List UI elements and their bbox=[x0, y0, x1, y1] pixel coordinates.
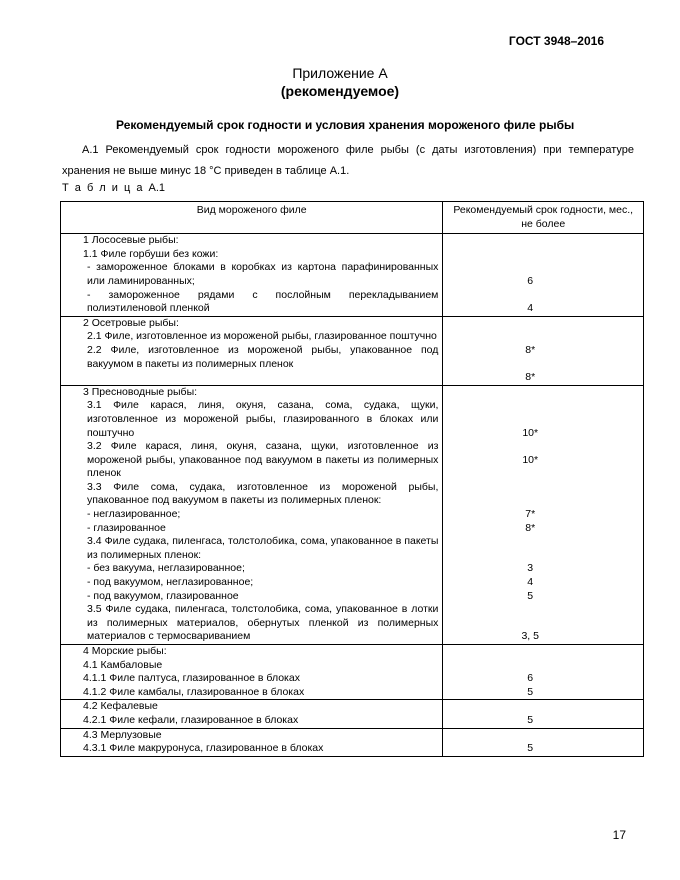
list-item: 4.1.1 Филе палтуса, глазированное в блоках bbox=[83, 672, 300, 685]
section-title: Рекомендуемый срок годности и условия хранения мороженого филе рыбы bbox=[116, 118, 575, 132]
list-item: 3 Пресноводные рыбы: bbox=[83, 385, 198, 398]
intro-paragraph-text: А.1 Рекомендуемый срок годности мороженого филе рыбы (с даты изготовления) при температуре хранения не выше минус 18 °С приведен в таблице А.1. bbox=[62, 144, 634, 177]
list-item: 4.1.2 Филе камбалы, глазированное в блоках bbox=[83, 685, 305, 698]
list-item: - без вакуума, неглазированное; bbox=[87, 562, 245, 575]
value-cell: 7* bbox=[525, 508, 536, 521]
value-cell: 6 bbox=[527, 672, 534, 685]
header-fillet-type: Вид мороженого филе bbox=[61, 202, 443, 234]
appendix-subtitle: (рекомендуемое) bbox=[280, 83, 400, 99]
row-values bbox=[443, 316, 644, 385]
row-values bbox=[443, 700, 644, 728]
value-cell: 5 bbox=[527, 742, 534, 755]
table-caption-label: Т а б л и ц а bbox=[62, 182, 144, 194]
value-cell: 10* bbox=[522, 453, 539, 466]
value-cell: 3 bbox=[527, 562, 534, 575]
list-item: 3.5 Филе судака, пиленгаса, толстолобика, сома, упакованное в лотки из полимерных материалов, обернутых пленкой из полимерных материалов с термосвариванием bbox=[87, 603, 439, 643]
value-cell: 4 bbox=[527, 576, 534, 589]
list-item: 2 Осетровые рыбы: bbox=[83, 316, 179, 329]
table-row bbox=[61, 385, 644, 644]
appendix-title: Приложение А bbox=[292, 65, 388, 81]
list-item: 2.2 Филе, изготовленное из мороженой рыбы, упакованное под вакуумом в пакеты из полимерных пленок bbox=[87, 343, 439, 370]
intro-paragraph bbox=[62, 140, 634, 182]
list-item: 4.1 Камбаловые bbox=[83, 658, 163, 671]
row-values bbox=[443, 234, 644, 317]
row-description bbox=[61, 385, 443, 644]
list-item: 4 Морские рыбы: bbox=[83, 645, 167, 657]
row-description bbox=[61, 645, 443, 700]
appendix-heading bbox=[0, 64, 680, 100]
table-caption-number: А.1 bbox=[148, 182, 166, 194]
row-description bbox=[61, 316, 443, 385]
list-item: 4.3 Мерлузовые bbox=[83, 728, 162, 741]
list-item: - замороженное рядами с послойным перекладыванием полиэтиленовой пленкой bbox=[87, 288, 439, 315]
list-item: - под вакуумом, глазированное bbox=[87, 589, 239, 602]
value-cell: 3, 5 bbox=[521, 630, 539, 643]
list-item: 4.2 Кефалевые bbox=[83, 700, 158, 713]
list-item: 3.3 Филе сома, судака, изготовленное из мороженой рыбы, упакованное под вакуумом в пакеты из полимерных пленок: bbox=[87, 480, 439, 507]
table-row bbox=[61, 316, 644, 385]
table-row bbox=[61, 234, 644, 317]
header-shelf-life: Рекомендуемый срок годности, мес., не более bbox=[443, 202, 644, 234]
row-description bbox=[61, 728, 443, 756]
page-number: 17 bbox=[612, 828, 626, 842]
table-row bbox=[61, 700, 644, 728]
list-item: - под вакуумом, неглазированное; bbox=[87, 576, 254, 589]
document-code: ГОСТ 3948–2016 bbox=[508, 34, 604, 48]
table-header-row bbox=[61, 202, 644, 234]
value-cell: 8* bbox=[525, 343, 536, 356]
value-cell: 5 bbox=[527, 589, 534, 602]
table-caption bbox=[62, 182, 165, 194]
list-item: 2.1 Филе, изготовленное из мороженой рыбы, глазированное поштучно bbox=[87, 330, 437, 343]
list-item: 4.2.1 Филе кефали, глазированное в блоках bbox=[83, 713, 299, 726]
list-item: - глазированное bbox=[87, 521, 166, 534]
value-cell: 8* bbox=[525, 371, 536, 384]
row-values bbox=[443, 728, 644, 756]
row-description bbox=[61, 700, 443, 728]
list-item: 1 Лососевые рыбы: bbox=[83, 234, 179, 247]
value-cell: 6 bbox=[527, 274, 534, 287]
value-cell: 5 bbox=[527, 685, 534, 698]
list-item: 1.1 Филе горбуши без кожи: bbox=[83, 247, 219, 260]
list-item: 3.4 Филе судака, пиленгаса, толстолобика, сома, упакованное в пакеты из полимерных пленок: bbox=[87, 535, 439, 561]
list-item: 3.2 Филе карася, линя, окуня, сазана, щуки, изготовленное из мороженой рыбы, упакованное под вакуумом в пакеты из полимерных пленок bbox=[87, 440, 439, 480]
list-item: 4.3.1 Филе макруронуса, глазированное в блоках bbox=[83, 742, 324, 755]
value-cell: 5 bbox=[527, 713, 534, 726]
value-cell: 10* bbox=[522, 426, 539, 439]
value-cell: 8* bbox=[525, 521, 536, 534]
value-cell: 4 bbox=[527, 302, 534, 315]
table-row bbox=[61, 645, 644, 700]
row-values bbox=[443, 645, 644, 700]
table-row bbox=[61, 728, 644, 756]
shelf-life-table bbox=[60, 201, 644, 757]
list-item: - неглазированное; bbox=[87, 508, 181, 521]
list-item: - замороженное блоками в коробках из картона парафинированных или ламинированных; bbox=[87, 261, 439, 287]
list-item: 3.1 Филе карася, линя, окуня, сазана, сома, судака, щуки, изготовленное из мороженой рыбы, глазированного в блоках или поштучно bbox=[87, 399, 439, 439]
row-description bbox=[61, 234, 443, 317]
row-values bbox=[443, 385, 644, 644]
